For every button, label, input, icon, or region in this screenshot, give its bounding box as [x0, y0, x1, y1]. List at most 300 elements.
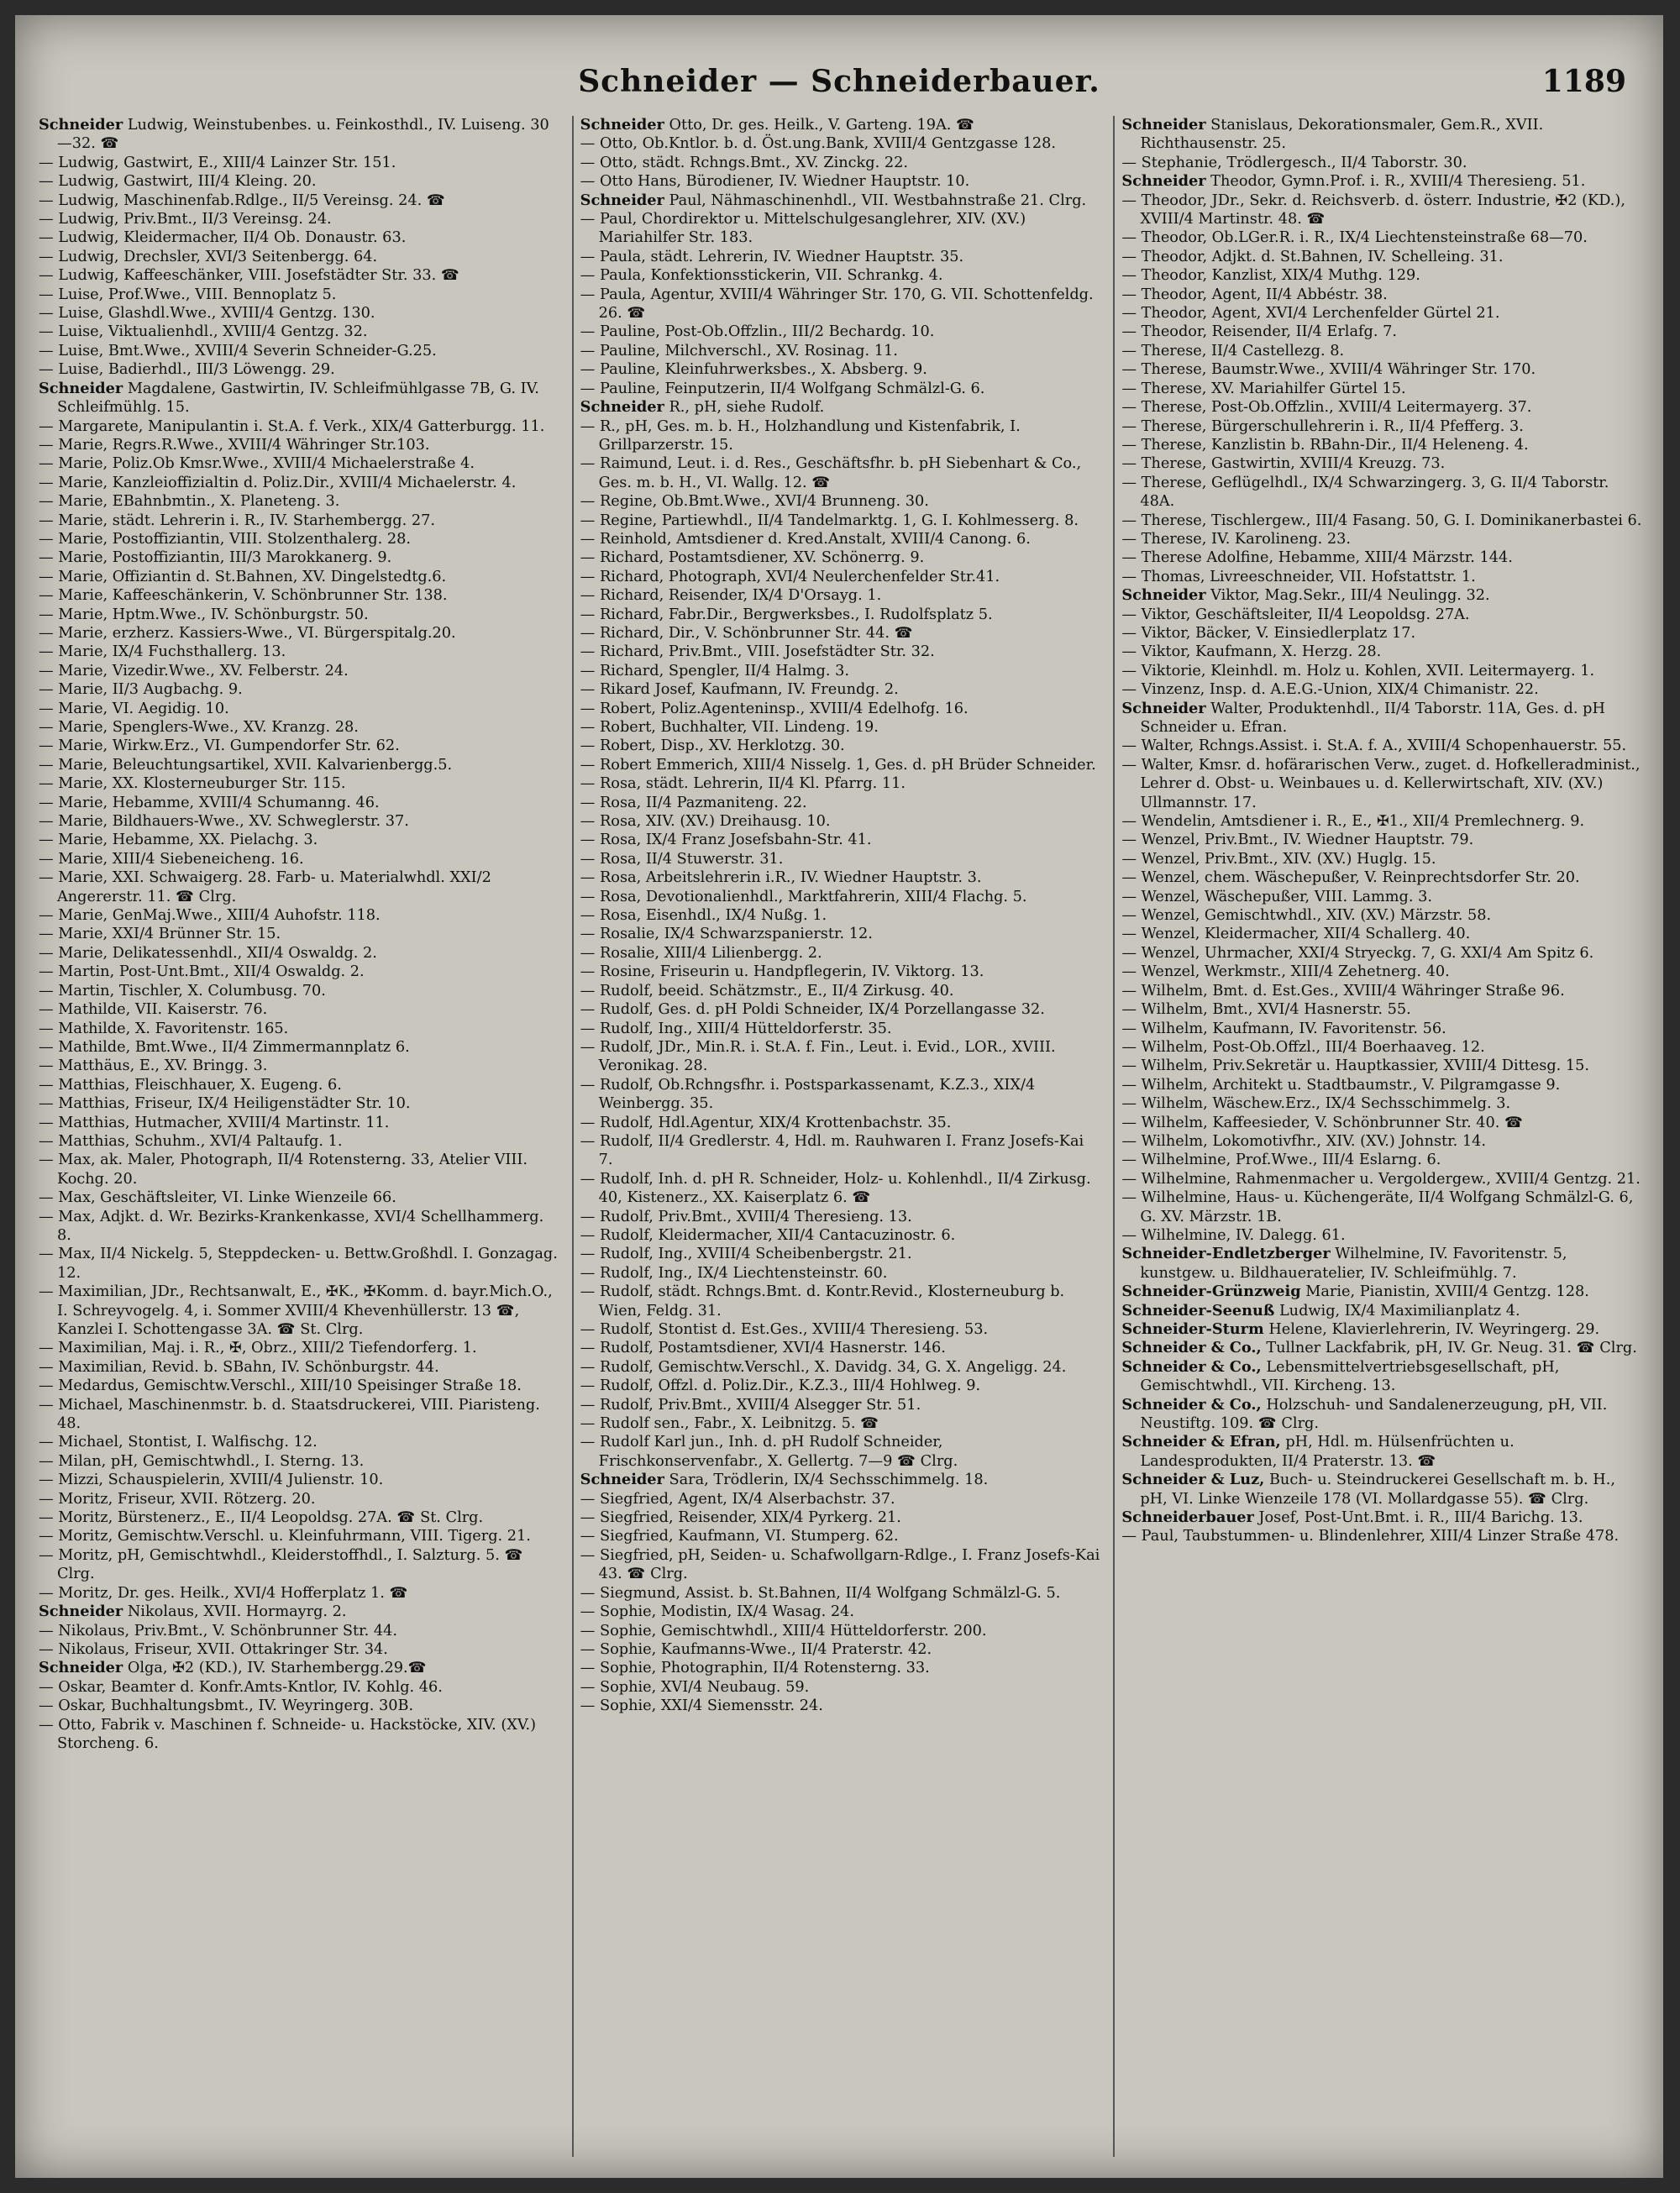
entry-text: — Viktor, Geschäftsleiter, II/4 Leopoldsg. 27A.: [1121, 606, 1470, 623]
entry-text: — Martin, Tischler, X. Columbusg. 70.: [39, 982, 326, 999]
directory-entry: [39, 228, 560, 247]
directory-entry: [39, 548, 560, 567]
entry-text: — Sophie, Modistin, IX/4 Wasag. 24.: [580, 1603, 854, 1621]
entry-surname: Schneider: [1121, 699, 1206, 717]
directory-entry: [580, 1697, 1102, 1715]
entry-text: — Wenzel, Priv.Bmt., XIV. (XV.) Huglg. 15.: [1121, 850, 1436, 868]
directory-entry: [39, 925, 560, 943]
entry-text: Ludwig, IX/4 Maximilianplatz 4.: [1278, 1302, 1520, 1319]
directory-entry: [580, 417, 1102, 455]
directory-entry: [580, 1339, 1102, 1357]
entry-text: — Marie, XX. Klosterneuburger Str. 115.: [39, 775, 346, 793]
entry-text: — Max, Geschäftsleiter, VI. Linke Wienzeile 66.: [39, 1189, 396, 1207]
directory-entry: [1121, 1094, 1643, 1113]
entry-text: — Marie, XXI/4 Brünner Str. 15.: [39, 926, 281, 943]
entry-text: — Ludwig, Kleidermacher, II/4 Ob. Donaustr. 63.: [39, 229, 407, 247]
entry-text: — Wilhelmine, Rahmenmacher u. Vergoldergew., XVIII/4 Gentzg. 21.: [1121, 1170, 1641, 1188]
entry-text: — Marie, Postoffiziantin, III/3 Marokkanerg. 9.: [39, 549, 392, 567]
directory-page: [15, 15, 1663, 2178]
directory-entry: [1121, 154, 1643, 172]
entry-surname: Schneider-Endletzberger: [1121, 1245, 1331, 1263]
entry-text: — Moritz, Dr. ges. Heilk., XVI/4 Hofferplatz 1. ☎: [39, 1584, 408, 1602]
directory-entry: [39, 831, 560, 849]
directory-entry: [1121, 1057, 1643, 1075]
directory-entry: [39, 1038, 560, 1057]
entry-text: — Sophie, XXI/4 Siemensstr. 24.: [580, 1697, 823, 1715]
entry-text: — Max, II/4 Nickelg. 5, Steppdecken- u. Bettw.Großhdl. I. Gonzagag. 12.: [39, 1246, 558, 1282]
directory-entry: [39, 1245, 560, 1283]
directory-entry: [39, 1659, 560, 1677]
entry-text: — Pauline, Post-Ob.Offzlin., III/2 Bechardg. 10.: [580, 323, 935, 341]
directory-entry: [580, 1226, 1102, 1245]
directory-entry: [1121, 436, 1643, 454]
directory-entry: [580, 1584, 1102, 1603]
directory-entry: [39, 436, 560, 454]
entry-surname: Schneider-Seenuß: [1121, 1301, 1275, 1319]
directory-entry: [39, 191, 560, 210]
directory-entry: [1121, 248, 1643, 266]
entry-text: — Rudolf, Priv.Bmt., XVIII/4 Alsegger Str. 51.: [580, 1396, 921, 1414]
entry-text: — Wilhelm, Kaufmann, IV. Favoritenstr. 56.: [1121, 1020, 1446, 1037]
entry-text: — Michael, Stontist, I. Walfischg. 12.: [39, 1434, 318, 1451]
directory-entry: [39, 417, 560, 436]
entry-text: Helene, Klavierlehrerin, IV. Weyringerg. 29.: [1268, 1321, 1600, 1338]
entry-surname: Schneider: [580, 1471, 664, 1489]
directory-entry: [1121, 888, 1643, 906]
directory-entry: [1121, 266, 1643, 285]
entry-text: — Viktorie, Kleinhdl. m. Holz u. Kohlen, XVII. Leitermayerg. 1.: [1121, 662, 1595, 679]
entry-text: — Marie, Hebamme, XVIII/4 Schumanng. 46.: [39, 794, 380, 811]
directory-entry: [580, 831, 1102, 849]
entry-text: — Rosa, II/4 Pazmaniteng. 22.: [580, 794, 807, 811]
directory-entry: [580, 134, 1102, 153]
entry-text: — Wilhelmine, IV. Dalegg. 61.: [1121, 1226, 1346, 1244]
directory-entry: [580, 1170, 1102, 1208]
entry-text: — Rudolf, Kleidermacher, XII/4 Cantacuzinostr. 6.: [580, 1226, 956, 1244]
entry-text: — Wilhelm, Kaffeesieder, V. Schönbrunner Str. 40. ☎: [1121, 1114, 1524, 1131]
entry-surname: Schneider: [1121, 586, 1206, 605]
directory-entry: [1121, 906, 1643, 925]
entry-text: — Paula, Agentur, XVIII/4 Währinger Str. 170, G. VII. Schottenfeldg. 26. ☎: [580, 286, 1094, 323]
entry-text: — Rosa, Arbeitslehrerin i.R., IV. Wiedner Hauptstr. 3.: [580, 869, 982, 887]
entry-text: — Wilhelm, Architekt u. Stadtbaumstr., V. Pilgramgasse 9.: [1121, 1076, 1561, 1094]
directory-entry: [580, 210, 1102, 248]
entry-text: — Otto, Fabrik v. Maschinen f. Schneide- u. Hackstöcke, XIV. (XV.) Storcheng. 6.: [39, 1716, 537, 1752]
directory-entry: [580, 643, 1102, 661]
entry-surname: Schneider-Grünzweig: [1121, 1283, 1301, 1301]
directory-entry: [39, 1471, 560, 1489]
entry-text: — Ludwig, Gastwirt, E., XIII/4 Lainzer Str. 151.: [39, 154, 396, 171]
page-number: 1189: [1541, 64, 1626, 99]
entry-text: — Ludwig, Maschinenfab.Rdlge., II/5 Vereinsg. 24. ☎: [39, 191, 445, 209]
directory-entry: [39, 586, 560, 605]
directory-entry: [580, 1358, 1102, 1377]
entry-text: — Regine, Partiewhdl., II/4 Tandelmarktg. 1, G. I. Kohlmesserg. 8.: [580, 512, 1079, 529]
directory-entry: [1121, 417, 1643, 436]
directory-entry: [580, 172, 1102, 191]
directory-entry: [1121, 454, 1643, 473]
directory-entry: [39, 1640, 560, 1659]
entry-text: — Marie, Spenglers-Wwe., XV. Kranzg. 28.: [39, 719, 359, 736]
entry-text: — Therese, IV. Karolineng. 23.: [1121, 530, 1352, 548]
entry-text: — Rudolf, JDr., Min.R. i. St.A. f. Fin., Leut. i. Evid., LOR., XVIII. Veronikag. 28.: [580, 1038, 1056, 1075]
entry-text: — Wenzel, Priv.Bmt., IV. Wiedner Hauptstr. 79.: [1121, 832, 1474, 849]
directory-entry: [1121, 530, 1643, 548]
entry-text: — Matthias, Schuhm., XVI/4 Paltaufg. 1.: [39, 1132, 343, 1150]
entry-text: — Walter, Rchngs.Assist. i. St.A. f. A., XVIII/4 Schopenhauerstr. 55.: [1121, 737, 1627, 755]
entry-surname: Schneider & Co.,: [1121, 1395, 1262, 1414]
directory-entry: [39, 1452, 560, 1471]
entry-text: — R., pH, Ges. m. b. H., Holzhandlung und Kistenfabrik, I. Grillparzerstr. 15.: [580, 417, 1021, 454]
entry-text: — Marie, städt. Lehrerin i. R., IV. Starhembergg. 27.: [39, 512, 435, 529]
entry-text: — Therese, Geflügelhdl., IX/4 Schwarzingerg. 3, G. II/4 Taborstr. 48A.: [1121, 474, 1609, 511]
entry-text: — Therese, Kanzlistin b. RBahn-Dir., II/4 Heleneng. 4.: [1121, 436, 1529, 454]
directory-entry: [39, 1622, 560, 1640]
directory-entry: [580, 323, 1102, 341]
entry-text: — Wilhelm, Bmt., XVI/4 Hasnerstr. 55.: [1121, 1001, 1411, 1019]
directory-entry: [580, 1114, 1102, 1132]
directory-entry: [39, 868, 560, 906]
directory-entry: [580, 868, 1102, 887]
entry-text: — Rikard Josef, Kaufmann, IV. Freundg. 2.: [580, 681, 899, 699]
directory-entry: [39, 286, 560, 304]
entry-text: — Maximilian, JDr., Rechtsanwalt, E., ✠K., ✠Komm. d. bayr.Mich.O., I. Schreyvogelg. 4, i. Sommer XVIII/4 Khevenhüllerstr. 13 ☎, Kanzlei I. Schottengasse 3A. ☎ St. Clrg.: [39, 1283, 553, 1338]
entry-text: — Therese, Baumstr.Wwe., XVIII/4 Währinger Str. 170.: [1121, 361, 1536, 379]
entry-text: — Rosa, Devotionalienhdl., Marktfahrerin, XIII/4 Flachg. 5.: [580, 888, 1027, 905]
entry-text: — Wilhelm, Post-Ob.Offzl., III/4 Boerhaaveg. 12.: [1121, 1038, 1485, 1056]
entry-text: — Marie, XXI. Schwaigerg. 28. Farb- u. Materialwhdl. XXI/2 Angererstr. 11. ☎ Clrg.: [39, 869, 491, 905]
entry-text: — Rudolf, Ing., XIII/4 Hütteldorferstr. 35.: [580, 1020, 892, 1037]
entry-text: — Wilhelm, Priv.Sekretär u. Hauptkassier, XVIII/4 Dittesg. 15.: [1121, 1057, 1590, 1075]
entry-surname: Schneider & Luz,: [1121, 1471, 1265, 1489]
entry-text: — Siegfried, Kaufmann, VI. Stumperg. 62.: [580, 1528, 899, 1545]
entry-text: — Richard, Photograph, XVI/4 Neulerchenfelder Str.41.: [580, 568, 1000, 585]
entry-text: — Matthias, Hutmacher, XVIII/4 Martinstr. 11.: [39, 1114, 390, 1131]
entry-text: — Otto Hans, Bürodiener, IV. Wiedner Hauptstr. 10.: [580, 173, 970, 191]
entry-text: — Michael, Maschinenmstr. b. d. Staatsdruckerei, VIII. Piaristeng. 48.: [39, 1396, 540, 1433]
entry-text: — Walter, Kmsr. d. hofärarischen Verw., zuget. d. Hofkelleradminist., Lehrer d. Obst- u. Weinbaues u. d. Kellerwirtschaft, XIV. (XV.) Ullmannstr. 17.: [1121, 756, 1641, 811]
directory-entry: [1121, 342, 1643, 360]
directory-entry: [39, 1339, 560, 1357]
directory-entry: [39, 304, 560, 323]
directory-entry: [39, 1132, 560, 1151]
entry-text: — Moritz, Friseur, XVII. Rötzerg. 20.: [39, 1490, 316, 1508]
directory-entry: [39, 1188, 560, 1207]
entry-text: — Theodor, JDr., Sekr. d. Reichsverb. d. österr. Industrie, ✠2 (KD.), XVIII/4 Martinstr. 48. ☎: [1121, 191, 1625, 228]
directory-entry: [580, 794, 1102, 812]
directory-entry: [39, 474, 560, 492]
directory-entry: [1121, 172, 1643, 191]
directory-entry: [1121, 548, 1643, 567]
entry-text: Wilhelmine, IV. Favoritenstr. 5, kunstgew. u. Bildhaueratelier, IV. Schleifmühlg. 7.: [1140, 1246, 1567, 1282]
directory-entry: [39, 492, 560, 511]
entry-text: — Rudolf, Priv.Bmt., XVIII/4 Theresieng. 13.: [580, 1208, 912, 1225]
directory-entry: [39, 172, 560, 191]
entry-text: — Marie, Kanzleioffizialtin d. Poliz.Dir., XVIII/4 Michaelerstr. 4.: [39, 474, 517, 491]
entry-text: — Rosalie, XIII/4 Lilienbergg. 2.: [580, 944, 822, 962]
entry-text: — Maximilian, Maj. i. R., ✠, Obrz., XIII/2 Tiefendorferg. 1.: [39, 1340, 477, 1357]
directory-entry: [39, 1490, 560, 1508]
entry-surname: Schneider: [39, 1603, 123, 1621]
entry-text: — Marie, Regrs.R.Wwe., XVIII/4 Währinger Str.103.: [39, 436, 430, 454]
directory-entry: [39, 606, 560, 624]
directory-entry: [39, 1000, 560, 1019]
entry-text: — Viktor, Bäcker, V. Einsiedlerplatz 17.: [1121, 624, 1416, 642]
entry-text: — Paula, Konfektionsstickerin, VII. Schrankg. 4.: [580, 267, 943, 285]
entry-text: — Theodor, Ob.LGer.R. i. R., IX/4 Liechtensteinstraße 68—70.: [1121, 229, 1588, 247]
directory-entry: [1121, 474, 1643, 512]
directory-entry: [580, 530, 1102, 548]
entry-text: — Marie, Vizedir.Wwe., XV. Felberstr. 24.: [39, 662, 349, 679]
column-2: [572, 116, 1102, 2157]
entry-text: — Maximilian, Revid. b. SBahn, IV. Schönburgstr. 44.: [39, 1358, 439, 1376]
directory-entry: [580, 548, 1102, 567]
directory-entry: [1121, 1283, 1643, 1301]
entry-text: — Ludwig, Priv.Bmt., II/3 Vereinsg. 24.: [39, 211, 332, 228]
directory-entry: [1121, 568, 1643, 586]
directory-entry: [580, 116, 1102, 134]
entry-text: — Siegfried, pH, Seiden- u. Schafwollgarn-Rdlge., I. Franz Josefs-Kai 43. ☎ Clrg.: [580, 1546, 1100, 1583]
entry-text: — Wenzel, chem. Wäschepußer, V. Reinprechtsdorfer Str. 20.: [1121, 869, 1580, 887]
entry-text: — Marie, Beleuchtungsartikel, XVII. Kalvarienbergg.5.: [39, 756, 453, 774]
entry-text: — Therese, Tischlergew., III/4 Fasang. 50, G. I. Dominikanerbastei 6.: [1121, 512, 1642, 529]
directory-entry: [1121, 398, 1643, 417]
entry-text: — Milan, pH, Gemischtwhdl., I. Sterng. 13.: [39, 1452, 365, 1470]
directory-entry: [1121, 1038, 1643, 1057]
directory-entry: [580, 248, 1102, 266]
directory-entry: [580, 154, 1102, 172]
entry-text: — Marie, erzherz. Kassiers-Wwe., VI. Bürgerspitalg.20.: [39, 624, 456, 642]
entry-text: — Rudolf, Ing., XVIII/4 Scheibenbergstr. 21.: [580, 1246, 912, 1263]
entry-surname: Schneider & Efran,: [1121, 1433, 1281, 1451]
entry-text: — Rudolf sen., Fabr., X. Leibnitzg. 5. ☎: [580, 1415, 879, 1433]
entry-text: R., pH, siehe Rudolf.: [669, 399, 825, 417]
directory-entry: [580, 492, 1102, 511]
directory-entry: [39, 1584, 560, 1603]
entry-surname: Schneider: [1121, 116, 1206, 134]
entry-text: — Marie, Wirkw.Erz., VI. Gumpendorfer Str. 62.: [39, 737, 400, 755]
directory-entry: [39, 248, 560, 266]
directory-entry: [39, 1603, 560, 1621]
directory-entry: [39, 1283, 560, 1339]
entry-text: pH, Hdl. m. Hülsenfrüchten u. Landesprodukten, II/4 Praterstr. 13. ☎: [1140, 1434, 1515, 1470]
directory-entry: [580, 812, 1102, 831]
directory-entry: [580, 1076, 1102, 1114]
directory-entry: [39, 512, 560, 530]
entry-text: — Rudolf, Offzl. d. Poliz.Dir., K.Z.3., III/4 Hohlweg. 9.: [580, 1377, 981, 1395]
entry-text: — Regine, Ob.Bmt.Wwe., XVI/4 Brunneng. 30.: [580, 493, 929, 511]
entry-text: — Reinhold, Amtsdiener d. Kred.Anstalt, XVIII/4 Canong. 6.: [580, 530, 1031, 548]
directory-entry: [1121, 1302, 1643, 1320]
entry-text: Magdalene, Gastwirtin, IV. Schleifmühlgasse 7B, G. IV. Schleifmühlg. 15.: [57, 380, 539, 417]
directory-entry: [1121, 360, 1643, 379]
entry-surname: Schneider: [580, 191, 664, 209]
entry-text: — Wilhelm, Lokomotivfhr., XIV. (XV.) Johnstr. 14.: [1121, 1132, 1487, 1150]
entry-text: — Siegfried, Reisender, XIX/4 Pyrkerg. 21.: [580, 1509, 901, 1527]
directory-entry: [580, 1283, 1102, 1320]
entry-text: — Sophie, Photographin, II/4 Rotensterng. 33.: [580, 1660, 930, 1677]
entry-text: — Robert, Poliz.Agenteninsp., XVIII/4 Edelhofg. 16.: [580, 700, 969, 717]
directory-entry: [39, 360, 560, 379]
entry-text: Stanislaus, Dekorationsmaler, Gem.R., XVII. Richthausenstr. 25.: [1140, 117, 1544, 153]
directory-entry: [39, 1433, 560, 1451]
directory-entry: [580, 286, 1102, 323]
entry-text: — Oskar, Buchhaltungsbmt., IV. Weyringerg. 30B.: [39, 1697, 414, 1715]
directory-entry: [1121, 850, 1643, 868]
entry-text: Lebensmittelvertriebsgesellschaft, pH, Gemischtwhdl., VII. Kircheng. 13.: [1140, 1358, 1560, 1395]
entry-text: — Marie, GenMaj.Wwe., XIII/4 Auhofstr. 118.: [39, 907, 381, 925]
directory-entry: [580, 662, 1102, 680]
directory-entry: [39, 737, 560, 755]
directory-entry: [1121, 1339, 1643, 1357]
entry-text: Theodor, Gymn.Prof. i. R., XVIII/4 Theresieng. 51.: [1210, 173, 1586, 191]
directory-entry: [1121, 512, 1643, 530]
entry-text: — Luise, Viktualienhdl., XVIII/4 Gentzg. 32.: [39, 323, 368, 341]
entry-text: — Siegfried, Agent, IX/4 Alserbachstr. 37.: [580, 1490, 895, 1508]
entry-text: — Rudolf, Ing., IX/4 Liechtensteinstr. 60.: [580, 1264, 888, 1282]
entry-text: — Mathilde, Bmt.Wwe., II/4 Zimmermannplatz 6.: [39, 1038, 410, 1056]
entry-text: — Therese, Post-Ob.Offzlin., XVIII/4 Leitermayerg. 37.: [1121, 399, 1532, 417]
directory-entry: [580, 1396, 1102, 1414]
directory-entry: [1121, 1188, 1643, 1226]
entry-text: Viktor, Mag.Sekr., III/4 Neulingg. 32.: [1210, 587, 1490, 605]
entry-surname: Schneider: [39, 379, 123, 397]
entry-text: — Wenzel, Werkmstr., XIII/4 Zehetnerg. 40.: [1121, 963, 1450, 981]
directory-entry: [580, 1208, 1102, 1226]
directory-entry: [580, 360, 1102, 379]
entry-text: — Marie, Kaffeeschänkerin, V. Schönbrunner Str. 138.: [39, 587, 448, 605]
directory-entry: [39, 850, 560, 868]
entry-text: — Vinzenz, Insp. d. A.E.G.-Union, XIX/4 Chimanistr. 22.: [1121, 681, 1539, 699]
entry-text: Otto, Dr. ges. Heilk., V. Garteng. 19A. ☎: [669, 117, 975, 134]
directory-entry: [580, 888, 1102, 906]
entry-text: — Therese, XV. Mariahilfer Gürtel 15.: [1121, 380, 1406, 397]
directory-entry: [1121, 286, 1643, 304]
directory-entry: [580, 774, 1102, 793]
directory-entry: [1121, 1433, 1643, 1471]
directory-entry: [580, 454, 1102, 492]
directory-entry: [580, 1020, 1102, 1038]
directory-entry: [580, 1264, 1102, 1283]
directory-entry: [1121, 1020, 1643, 1038]
directory-entry: [39, 812, 560, 831]
entry-text: — Rosalie, IX/4 Schwarzspanierstr. 12.: [580, 926, 873, 943]
directory-entry: [580, 586, 1102, 605]
directory-entry: [1121, 1151, 1643, 1169]
directory-entry: [39, 323, 560, 341]
directory-entry: [580, 1377, 1102, 1395]
entry-text: — Rudolf Karl jun., Inh. d. pH Rudolf Schneider, Frischkonservenfabr., X. Gellertg. 7—9 ☎ Clrg.: [580, 1434, 958, 1470]
directory-entry: [580, 398, 1102, 417]
entry-text: — Martin, Post-Unt.Bmt., XII/4 Oswaldg. 2.: [39, 963, 365, 981]
directory-entry: [39, 1508, 560, 1527]
directory-entry: [580, 568, 1102, 586]
directory-entry: [39, 1151, 560, 1188]
directory-entry: [39, 1208, 560, 1246]
directory-entry: [580, 1414, 1102, 1433]
entry-text: — Therese Adolfine, Hebamme, XIII/4 Märzstr. 144.: [1121, 549, 1513, 567]
entry-surname: Schneider: [39, 116, 123, 134]
directory-entry: [1121, 1358, 1643, 1396]
directory-entry: [39, 1716, 560, 1754]
directory-entry: [39, 1697, 560, 1715]
running-head: Schneider — Schneiderbauer.: [578, 64, 1100, 99]
directory-entry: [1121, 304, 1643, 323]
directory-entry: [39, 530, 560, 548]
entry-text: — Marie, Offiziantin d. St.Bahnen, XV. Dingelstedtg.6.: [39, 568, 447, 585]
entry-text: — Marie, EBahnbmtin., X. Planeteng. 3.: [39, 493, 340, 511]
directory-entry: [580, 756, 1102, 774]
directory-entry: [39, 1546, 560, 1584]
directory-entry: [39, 774, 560, 793]
entry-surname: Schneider: [580, 116, 664, 134]
entry-text: — Wenzel, Wäschepußer, VIII. Lammg. 3.: [1121, 888, 1432, 905]
directory-entry: [1121, 1508, 1643, 1527]
entry-text: — Robert Emmerich, XIII/4 Nisselg. 1, Ges. d. pH Brüder Schneider.: [580, 756, 1096, 774]
directory-entry: [39, 700, 560, 718]
directory-entry: [39, 1358, 560, 1377]
directory-entry: [580, 737, 1102, 755]
directory-entry: [1121, 380, 1643, 398]
directory-entry: [39, 266, 560, 285]
entry-text: — Nikolaus, Friseur, XVII. Ottakringer Str. 34.: [39, 1640, 388, 1658]
entry-text: — Richard, Priv.Bmt., VIII. Josefstädter Str. 32.: [580, 643, 935, 661]
directory-entry: [1121, 1000, 1643, 1019]
directory-entry: [39, 982, 560, 1000]
entry-text: — Wilhelm, Wäschew.Erz., IX/4 Sechsschimmelg. 3.: [1121, 1095, 1511, 1113]
entry-text: — Pauline, Milchverschl., XV. Rosinag. 11.: [580, 342, 898, 359]
entry-text: — Wilhelmine, Haus- u. Küchengeräte, II/4 Wolfgang Schmälzl-G. 6, G. XV. Märzstr. 1B.: [1121, 1189, 1634, 1225]
directory-entry: [39, 154, 560, 172]
directory-entry: [1121, 963, 1643, 981]
entry-text: — Wenzel, Uhrmacher, XXI/4 Stryeckg. 7, G. XXI/4 Am Spitz 6.: [1121, 944, 1594, 962]
directory-entry: [39, 568, 560, 586]
entry-text: — Theodor, Adjkt. d. St.Bahnen, IV. Schelleing. 31.: [1121, 248, 1504, 265]
directory-entry: [580, 718, 1102, 737]
entry-text: — Rosa, städt. Lehrerin, II/4 Kl. Pfarrg. 11.: [580, 775, 906, 793]
entry-text: — Richard, Postamtsdiener, XV. Schönerrg. 9.: [580, 549, 925, 567]
entry-text: — Marie, Hebamme, XX. Pielachg. 3.: [39, 832, 318, 849]
entry-text: — Margarete, Manipulantin i. St.A. f. Verk., XIX/4 Gatterburgg. 11.: [39, 417, 545, 435]
entry-text: — Marie, II/3 Augbachg. 9.: [39, 681, 243, 699]
directory-entry: [580, 680, 1102, 699]
entry-text: — Rudolf, Stontist d. Est.Ges., XVIII/4 Theresieng. 53.: [580, 1321, 989, 1338]
directory-entry: [39, 794, 560, 812]
entry-text: — Sophie, Gemischtwhdl., XIII/4 Hütteldorferstr. 200.: [580, 1622, 987, 1640]
entry-text: — Rosa, II/4 Stuwerstr. 31.: [580, 850, 784, 868]
directory-entry: [1121, 831, 1643, 849]
directory-entry: [580, 512, 1102, 530]
entry-text: — Moritz, Gemischtw.Verschl. u. Kleinfuhrmann, VIII. Tigerg. 21.: [39, 1528, 531, 1545]
directory-entry: [580, 1659, 1102, 1677]
entry-surname: Schneider & Co.,: [1121, 1339, 1262, 1357]
directory-entry: [1121, 982, 1643, 1000]
entry-text: — Max, ak. Maler, Photograph, II/4 Rotensterng. 33, Atelier VIII. Kochg. 20.: [39, 1152, 528, 1188]
entry-text: — Richard, Spengler, II/4 Halmg. 3.: [580, 662, 849, 679]
directory-entry: [1121, 868, 1643, 887]
entry-text: Ludwig, Weinstubenbes. u. Feinkosthdl., IV. Luiseng. 30—32. ☎: [57, 117, 549, 153]
entry-text: Paul, Nähmaschinenhdl., VII. Westbahnstraße 21. Clrg.: [669, 191, 1087, 209]
directory-entry: [1121, 700, 1643, 737]
directory-entry: [39, 1057, 560, 1075]
entry-text: — Wendelin, Amtsdiener i. R., E., ✠1., XII/4 Premlechnerg. 9.: [1121, 813, 1585, 831]
page-header: [15, 64, 1663, 114]
entry-text: Nikolaus, XVII. Hormayrg. 2.: [127, 1603, 347, 1621]
entry-surname: Schneiderbauer: [1121, 1508, 1254, 1527]
entry-text: — Stephanie, Trödlergesch., II/4 Taborstr. 30.: [1121, 154, 1467, 171]
entry-text: Olga, ✠2 (KD.), IV. Starhembergg.29.☎: [127, 1660, 427, 1677]
entry-text: — Otto, Ob.Kntlor. b. d. Öst.ung.Bank, XVIII/4 Gentzgasse 128.: [580, 135, 1056, 153]
